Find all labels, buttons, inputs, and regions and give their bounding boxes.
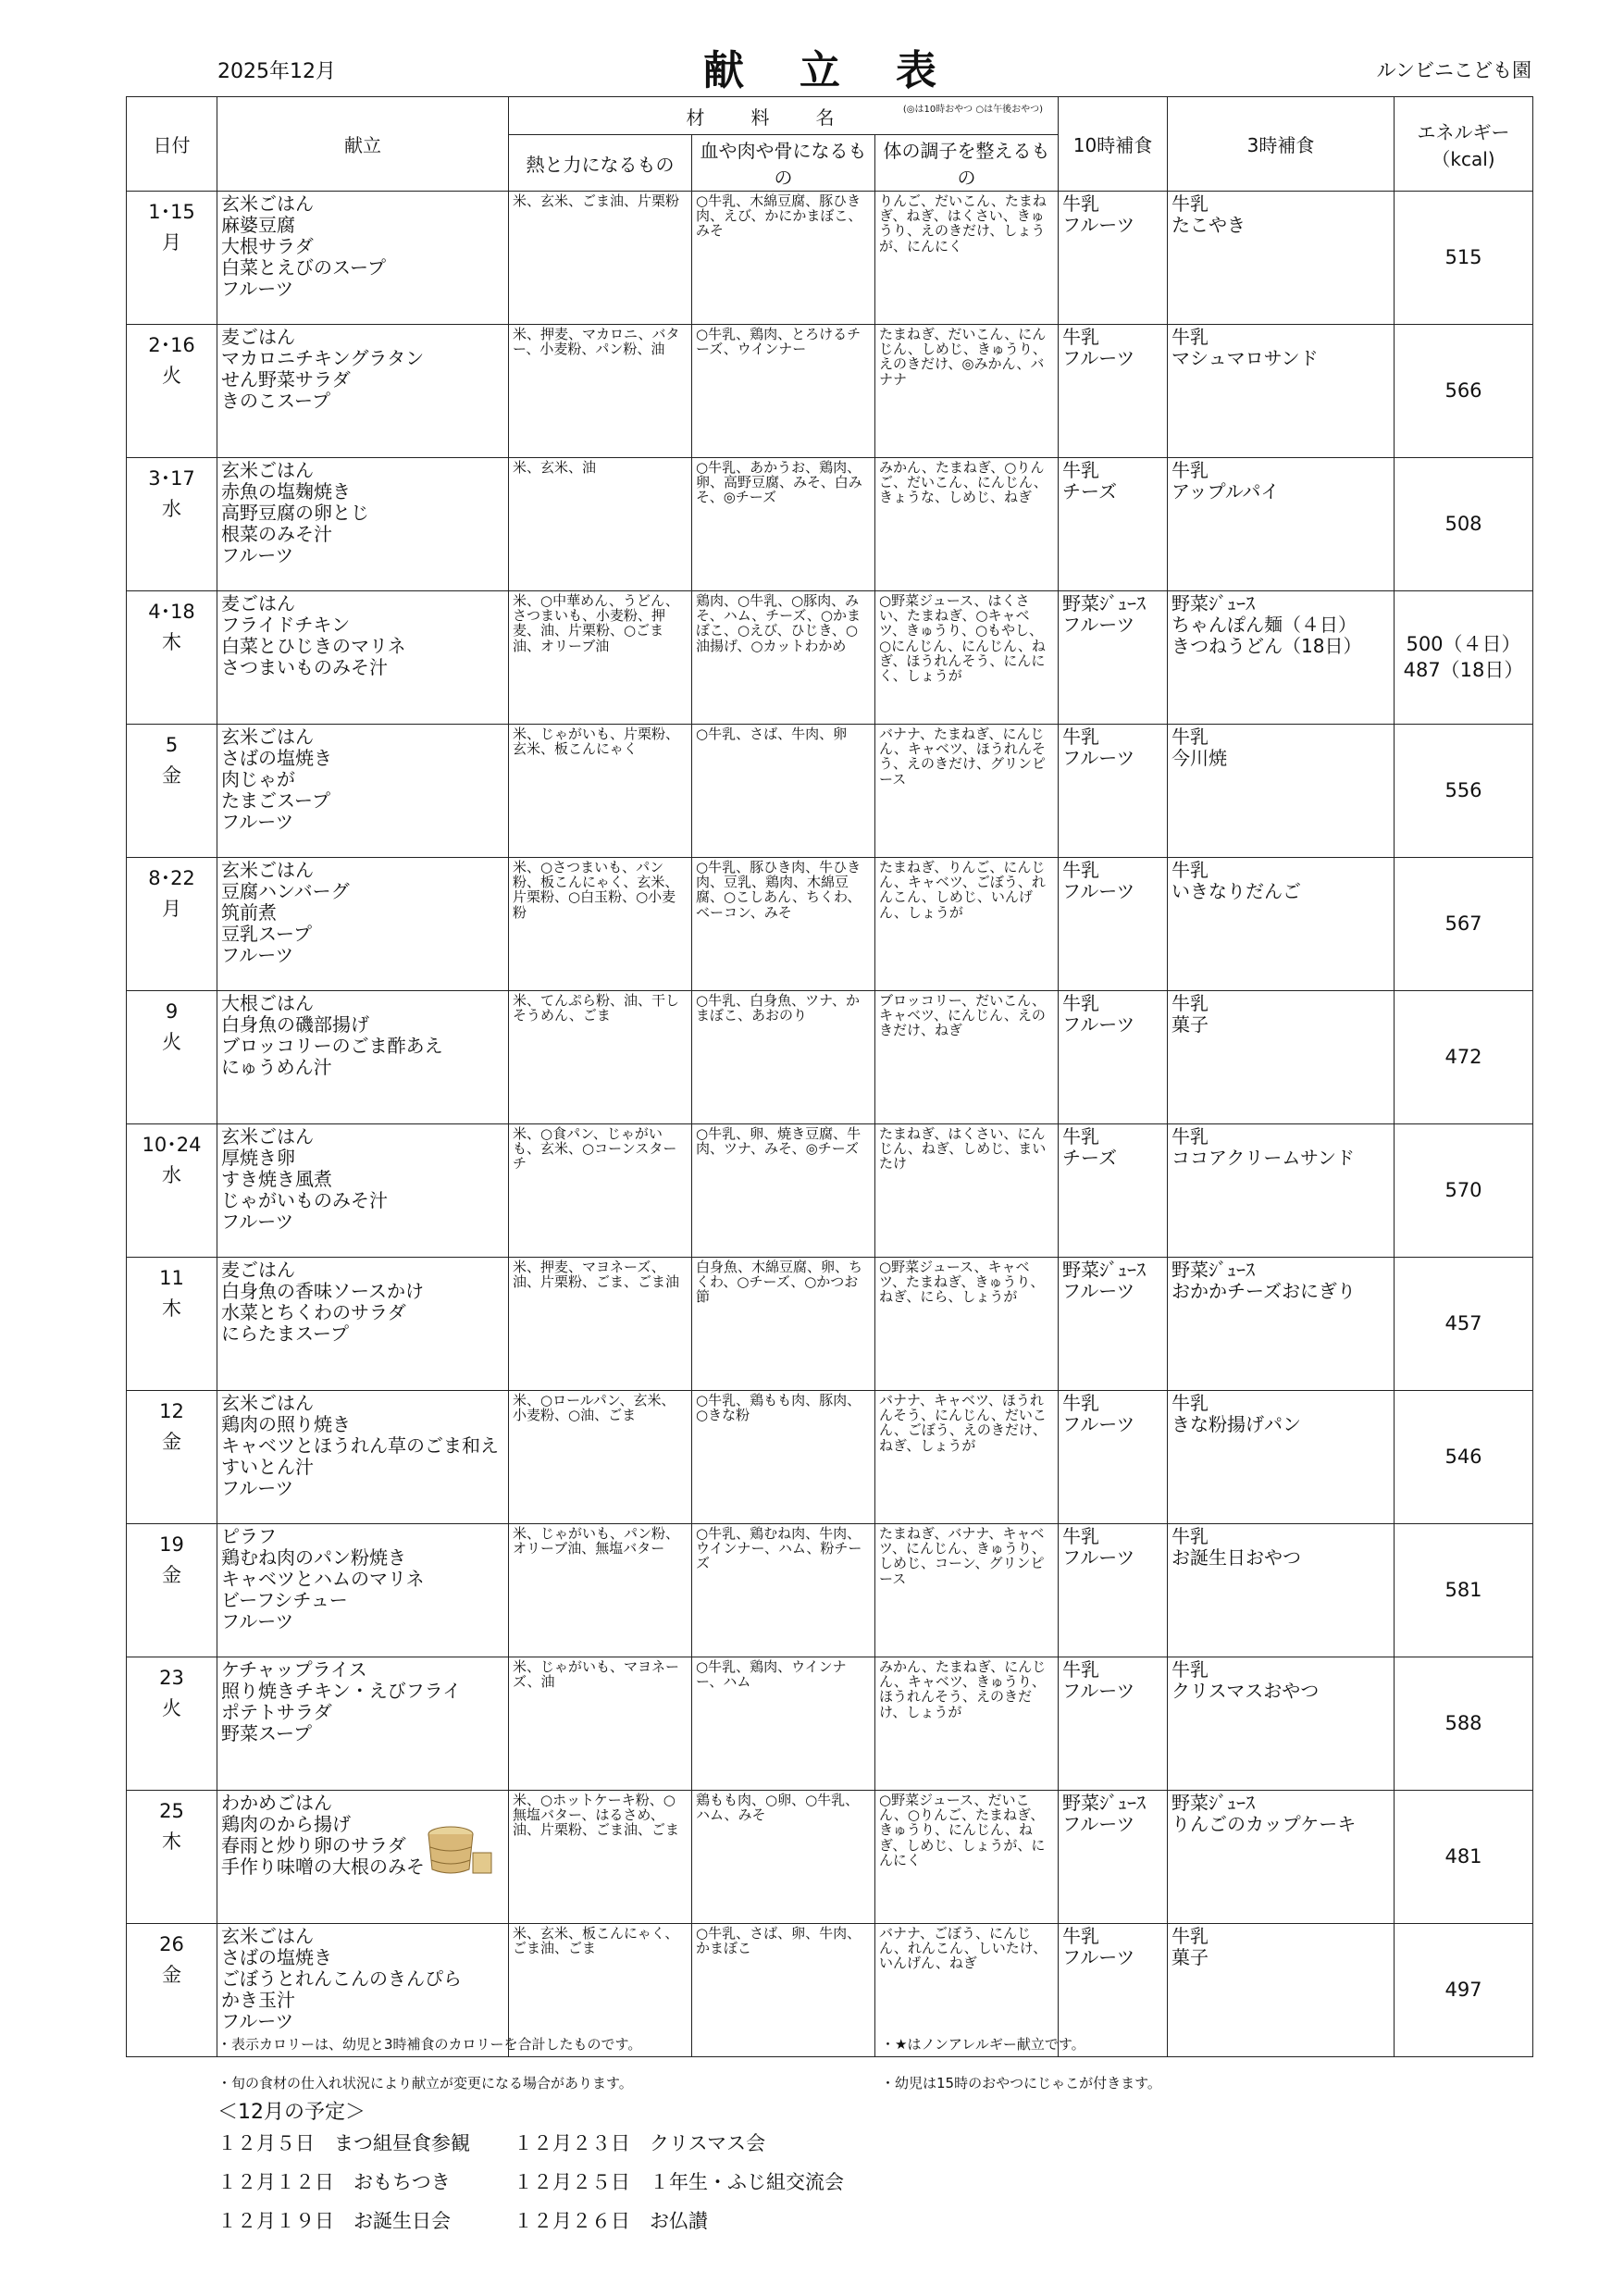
body-food-cell: ○牛乳、さば、卵、牛肉、かまぼこ	[692, 1924, 875, 2057]
snack10-cell: 牛乳 フルーツ	[1059, 1391, 1168, 1524]
schedule-item: １２月１２日 おもちつき	[217, 2171, 451, 2193]
schedule-item: １２月２６日 お仏讃	[514, 2210, 708, 2232]
notes-right	[881, 2034, 1161, 2112]
schedule-item: １２月２５日 １年生・ふじ組交流会	[514, 2171, 844, 2193]
menu-row	[127, 858, 1533, 991]
snack10-cell: 野菜ｼﾞｭｰｽ フルーツ	[1059, 1258, 1168, 1391]
date-number: 23	[159, 1667, 184, 1689]
regulate-food-cell: たまねぎ、だいこん、にんじん、しめじ、きゅうり、えのきだけ、◎みかん、バナナ	[875, 325, 1059, 458]
menu-row	[127, 192, 1533, 325]
col-body-food: 血や肉や骨になるもの	[692, 135, 875, 192]
snack3-cell: 野菜ｼﾞｭｰｽ ちゃんぽん麺（４日） きつねうどん（18日）	[1168, 591, 1395, 725]
date-number: 3･17	[148, 467, 195, 490]
regulate-food-cell: ○野菜ジュース、キャベツ、たまねぎ、きゅうり、ねぎ、にら、しょうが	[875, 1258, 1059, 1391]
date-cell	[127, 991, 217, 1124]
energy-cell: 566	[1395, 325, 1533, 458]
weekday: 水	[162, 497, 181, 520]
menu-row	[127, 991, 1533, 1124]
snack10-cell: 牛乳 フルーツ	[1059, 1657, 1168, 1791]
dishes-cell: 玄米ごはん 麻婆豆腐 大根サラダ 白菜とえびのスープ フルーツ	[217, 192, 509, 325]
weekday: 金	[162, 1963, 181, 1986]
body-food-cell: 鶏肉、○牛乳、○豚肉、みそ、ハム、チーズ、○かまぼこ、○えび、ひじき、○油揚げ、○カットわかめ	[692, 591, 875, 725]
energy-food-cell: 米、押麦、マヨネーズ、油、片栗粉、ごま、ごま油	[509, 1258, 692, 1391]
snack3-cell: 牛乳 マシュマロサンド	[1168, 325, 1395, 458]
dishes-cell: 玄米ごはん さばの塩焼き 肉じゃが たまごスープ フルーツ	[217, 725, 509, 858]
col-materials: 材料名 (◎は10時おやつ ○は午後おやつ)	[509, 97, 1059, 135]
body-food-cell: ○牛乳、さば、牛肉、卵	[692, 725, 875, 858]
date-number: 12	[159, 1400, 184, 1422]
date-cell	[127, 1657, 217, 1791]
note: ・表示カロリーは、幼児と3時補食のカロリーを合計したものです。	[217, 2036, 642, 2053]
snack3-cell: 牛乳 ココアクリームサンド	[1168, 1124, 1395, 1258]
body-food-cell: ○牛乳、鶏肉、とろけるチーズ、ウインナー	[692, 325, 875, 458]
body-food-cell: ○牛乳、鶏むね肉、牛肉、ウインナー、ハム、粉チーズ	[692, 1524, 875, 1657]
body-food-cell: ○牛乳、卵、焼き豆腐、牛肉、ツナ、みそ、◎チーズ	[692, 1124, 875, 1258]
schedule	[217, 2128, 844, 2245]
date-cell	[127, 325, 217, 458]
dishes-cell: 麦ごはん フライドチキン 白菜とひじきのマリネ さつまいものみそ汁	[217, 591, 509, 725]
snack10-cell: 牛乳 フルーツ	[1059, 858, 1168, 991]
col-regulate-food: 体の調子を整えるもの	[875, 135, 1059, 192]
menu-row	[127, 325, 1533, 458]
weekday: 火	[162, 364, 181, 387]
regulate-food-cell: ブロッコリー、だいこん、キャベツ、にんじん、えのきだけ、ねぎ	[875, 991, 1059, 1124]
body-food-cell: ○牛乳、鶏もも肉、豚肉、○きな粉	[692, 1391, 875, 1524]
schedule-item: １２月５日 まつ組昼食参観	[217, 2132, 470, 2154]
date-cell	[127, 725, 217, 858]
body-food-cell: ○牛乳、あかうお、鶏肉、卵、高野豆腐、みそ、白みそ、◎チーズ	[692, 458, 875, 591]
regulate-food-cell: たまねぎ、バナナ、キャベツ、にんじん、きゅうり、しめじ、コーン、グリンピース	[875, 1524, 1059, 1657]
miso-barrel-illustration	[421, 1816, 495, 1880]
date-number: 25	[159, 1800, 184, 1822]
energy-food-cell: 米、じゃがいも、パン粉、オリーブ油、無塩バター	[509, 1524, 692, 1657]
regulate-food-cell: りんご、だいこん、たまねぎ、ねぎ、はくさい、きゅうり、えのきだけ、しょうが、にんにく	[875, 192, 1059, 325]
weekday: 月	[162, 230, 181, 254]
energy-food-cell: 米、てんぷら粉、油、干しそうめん、ごま	[509, 991, 692, 1124]
energy-cell: 481	[1395, 1791, 1533, 1924]
col-snack10: 10時補食	[1059, 97, 1168, 192]
energy-cell: 556	[1395, 725, 1533, 858]
menu-row	[127, 1258, 1533, 1391]
weekday: 火	[162, 1696, 181, 1719]
weekday: 木	[162, 630, 181, 653]
date-cell	[127, 1391, 217, 1524]
energy-cell: 500（４日） 487（18日）	[1395, 591, 1533, 725]
body-food-cell: 白身魚、木綿豆腐、卵、ちくわ、○チーズ、○かつお節	[692, 1258, 875, 1391]
menu-row	[127, 458, 1533, 591]
weekday: 水	[162, 1163, 181, 1186]
snack10-cell: 牛乳 フルーツ	[1059, 1524, 1168, 1657]
weekday: 月	[162, 897, 181, 920]
date-number: 9	[165, 1000, 179, 1023]
energy-food-cell: 米、じゃがいも、マヨネーズ、油	[509, 1657, 692, 1791]
dishes-cell: ケチャップライス 照り焼きチキン・えびフライ ポテトサラダ 野菜スープ	[217, 1657, 509, 1791]
energy-food-cell: 米、玄米、板こんにゃく、ごま油、ごま	[509, 1924, 692, 2057]
date-number: 19	[159, 1533, 184, 1556]
energy-food-cell: 米、押麦、マカロニ、バター、小麦粉、パン粉、油	[509, 325, 692, 458]
regulate-food-cell: ○野菜ジュース、はくさい、たまねぎ、○キャベツ、きゅうり、○もやし、○にんじん、にんじん、ねぎ、ほうれんそう、にんにく、しょうが	[875, 591, 1059, 725]
schedule-item: １２月１９日 お誕生日会	[217, 2210, 451, 2232]
schedule-item: １２月２３日 クリスマス会	[514, 2132, 766, 2154]
date-cell	[127, 858, 217, 991]
date-cell	[127, 1791, 217, 1924]
weekday: 火	[162, 1030, 181, 1053]
regulate-food-cell: バナナ、キャベツ、ほうれんそう、にんじん、だいこん、ごぼう、えのきだけ、ねぎ、しょうが	[875, 1391, 1059, 1524]
page-title: 献立表	[703, 47, 992, 94]
date-cell	[127, 1924, 217, 2057]
energy-food-cell: 米、○食パン、じゃがいも、玄米、○コーンスターチ	[509, 1124, 692, 1258]
dishes-cell: 玄米ごはん 豆腐ハンバーグ 筑前煮 豆乳スープ フルーツ	[217, 858, 509, 991]
col-energy-food: 熱と力になるもの	[509, 135, 692, 192]
energy-cell: 472	[1395, 991, 1533, 1124]
weekday: 金	[162, 763, 181, 787]
menu-row	[127, 1124, 1533, 1258]
energy-food-cell: 米、○ロールパン、玄米、小麦粉、○油、ごま	[509, 1391, 692, 1524]
regulate-food-cell: たまねぎ、はくさい、にんじん、ねぎ、しめじ、まいたけ	[875, 1124, 1059, 1258]
weekday: 木	[162, 1830, 181, 1853]
body-food-cell: ○牛乳、鶏肉、ウインナー、ハム	[692, 1657, 875, 1791]
dishes-cell: 玄米ごはん 赤魚の塩麹焼き 高野豆腐の卵とじ 根菜のみそ汁 フルーツ	[217, 458, 509, 591]
energy-cell: 515	[1395, 192, 1533, 325]
energy-food-cell: 米、玄米、油	[509, 458, 692, 591]
date-cell	[127, 1258, 217, 1391]
snack3-cell: 牛乳 菓子	[1168, 1924, 1395, 2057]
note: ・★はノンアレルギー献立です。	[881, 2036, 1085, 2053]
snack3-cell: 牛乳 たこやき	[1168, 192, 1395, 325]
menu-row	[127, 591, 1533, 725]
date-number: 2･16	[148, 334, 195, 356]
snack3-cell: 牛乳 きな粉揚げパン	[1168, 1391, 1395, 1524]
snack3-cell: 野菜ｼﾞｭｰｽ おかかチーズおにぎり	[1168, 1258, 1395, 1391]
weekday: 金	[162, 1430, 181, 1453]
body-food-cell: ○牛乳、木綿豆腐、豚ひき肉、えび、かにかまぼこ、みそ	[692, 192, 875, 325]
regulate-food-cell: バナナ、たまねぎ、にんじん、キャベツ、ほうれんそう、えのきだけ、グリンピース	[875, 725, 1059, 858]
energy-cell: 567	[1395, 858, 1533, 991]
menu-table	[126, 96, 1533, 2057]
snack3-cell: 野菜ｼﾞｭｰｽ りんごのカップケーキ	[1168, 1791, 1395, 1924]
date-cell	[127, 1124, 217, 1258]
note: ・旬の食材の仕入れ状況により献立が変更になる場合があります。	[217, 2075, 633, 2091]
col-menu: 献立	[217, 97, 509, 192]
regulate-food-cell: みかん、たまねぎ、○りんご、だいこん、にんじん、きょうな、しめじ、ねぎ	[875, 458, 1059, 591]
snack10-cell: 牛乳 チーズ	[1059, 458, 1168, 591]
dishes-cell: わかめごはん 鶏肉のから揚げ 春雨と炒り卵のサラダ 手作り味噌の大根のみそ	[217, 1791, 509, 1924]
date-cell	[127, 458, 217, 591]
menu-row	[127, 725, 1533, 858]
energy-cell: 546	[1395, 1391, 1533, 1524]
snack3-cell: 牛乳 菓子	[1168, 991, 1395, 1124]
snack10-cell: 野菜ｼﾞｭｰｽ フルーツ	[1059, 591, 1168, 725]
menu-row	[127, 1657, 1533, 1791]
energy-cell: 581	[1395, 1524, 1533, 1657]
date-number: 4･18	[148, 601, 195, 623]
dishes-cell: 玄米ごはん 鶏肉の照り焼き キャベツとほうれん草のごま和え すいとん汁 フルーツ	[217, 1391, 509, 1524]
snack10-cell: 野菜ｼﾞｭｰｽ フルーツ	[1059, 1791, 1168, 1924]
dishes-cell: ピラフ 鶏むね肉のパン粉焼き キャベツとハムのマリネ ビーフシチュー フルーツ	[217, 1524, 509, 1657]
snack10-cell: 牛乳 チーズ	[1059, 1124, 1168, 1258]
date-cell	[127, 1524, 217, 1657]
date-cell	[127, 192, 217, 325]
date-number: 10･24	[142, 1134, 202, 1156]
school-name: ルンビニこども園	[1376, 59, 1531, 81]
weekday: 金	[162, 1563, 181, 1586]
col-date: 日付	[127, 97, 217, 192]
dishes-cell: 玄米ごはん さばの塩焼き ごぼうとれんこんのきんぴら かき玉汁 フルーツ	[217, 1924, 509, 2057]
regulate-food-cell: たまねぎ、りんご、にんじん、キャベツ、ごぼう、れんこん、しめじ、いんげん、しょうが	[875, 858, 1059, 991]
energy-food-cell: 米、じゃがいも、片栗粉、玄米、板こんにゃく	[509, 725, 692, 858]
body-food-cell: 鶏もも肉、○卵、○牛乳、ハム、みそ	[692, 1791, 875, 1924]
col-energy: エネルギー（kcal)	[1395, 97, 1533, 192]
snack10-cell: 牛乳 フルーツ	[1059, 725, 1168, 858]
dishes-cell: 大根ごはん 白身魚の磯部揚げ ブロッコリーのごま酢あえ にゅうめん汁	[217, 991, 509, 1124]
dishes-cell: 麦ごはん 白身魚の香味ソースかけ 水菜とちくわのサラダ にらたまスープ	[217, 1258, 509, 1391]
regulate-food-cell: みかん、たまねぎ、にんじん、キャベツ、きゅうり、ほうれんそう、えのきだけ、しょうが	[875, 1657, 1059, 1791]
date-number: 5	[165, 734, 179, 756]
snack3-cell: 牛乳 クリスマスおやつ	[1168, 1657, 1395, 1791]
regulate-food-cell: バナナ、ごぼう、にんじん、れんこん、しいたけ、いんげん、ねぎ	[875, 1924, 1059, 2057]
date-number: 1･15	[148, 201, 195, 223]
materials-note: (◎は10時おやつ ○は午後おやつ)	[902, 105, 1043, 115]
snack3-cell: 牛乳 お誕生日おやつ	[1168, 1524, 1395, 1657]
body-food-cell: ○牛乳、白身魚、ツナ、かまぼこ、あおのり	[692, 991, 875, 1124]
snack3-cell: 牛乳 アップルパイ	[1168, 458, 1395, 591]
energy-food-cell: 米、玄米、ごま油、片栗粉	[509, 192, 692, 325]
dishes-cell: 玄米ごはん 厚焼き卵 すき焼き風煮 じゃがいものみそ汁 フルーツ	[217, 1124, 509, 1258]
energy-food-cell: 米、○ホットケーキ粉、○無塩バター、はるさめ、油、片栗粉、ごま油、ごま	[509, 1791, 692, 1924]
energy-cell: 588	[1395, 1657, 1533, 1791]
menu-row	[127, 1791, 1533, 1924]
snack3-cell: 牛乳 今川焼	[1168, 725, 1395, 858]
date-number: 8･22	[148, 867, 195, 889]
snack10-cell: 牛乳 フルーツ	[1059, 192, 1168, 325]
date-cell	[127, 591, 217, 725]
col-snack3: 3時補食	[1168, 97, 1395, 192]
regulate-food-cell: ○野菜ジュース、だいこん、○りんご、たまねぎ、きゅうり、にんじん、ねぎ、しめじ、しょうが、にんにく	[875, 1791, 1059, 1924]
energy-cell: 497	[1395, 1924, 1533, 2057]
energy-cell: 570	[1395, 1124, 1533, 1258]
weekday: 木	[162, 1297, 181, 1320]
energy-food-cell: 米、○さつまいも、パン粉、板こんにゃく、玄米、片栗粉、○白玉粉、○小麦粉	[509, 858, 692, 991]
menu-row	[127, 1524, 1533, 1657]
energy-food-cell: 米、○中華めん、うどん、さつまいも、小麦粉、押麦、油、片栗粉、○ごま油、オリーブ油	[509, 591, 692, 725]
schedule-title: ＜12月の予定＞	[217, 2101, 366, 2124]
date-number: 11	[159, 1267, 184, 1289]
snack3-cell: 牛乳 いきなりだんご	[1168, 858, 1395, 991]
month-label: 2025年12月	[217, 60, 336, 83]
snack10-cell: 牛乳 フルーツ	[1059, 325, 1168, 458]
menu-row	[127, 1391, 1533, 1524]
body-food-cell: ○牛乳、豚ひき肉、牛ひき肉、豆乳、鶏肉、木綿豆腐、○こしあん、ちくわ、ベーコン、みそ	[692, 858, 875, 991]
date-number: 26	[159, 1933, 184, 1955]
snack10-cell: 牛乳 フルーツ	[1059, 991, 1168, 1124]
energy-cell: 508	[1395, 458, 1533, 591]
note: ・幼児は15時のおやつにじゃこが付きます。	[881, 2075, 1161, 2091]
dishes-cell: 麦ごはん マカロニチキングラタン せん野菜サラダ きのこスープ	[217, 325, 509, 458]
energy-cell: 457	[1395, 1258, 1533, 1391]
snack10-cell: 牛乳 フルーツ	[1059, 1924, 1168, 2057]
